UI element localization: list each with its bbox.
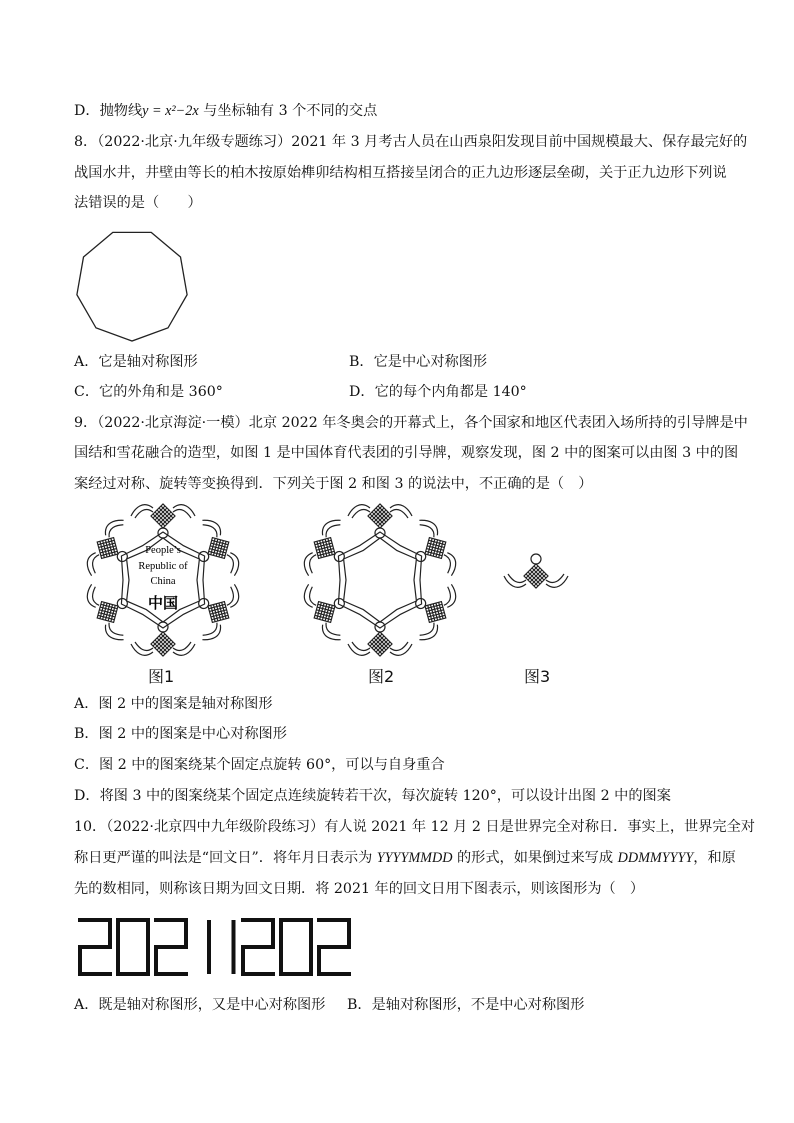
q9-option-c[interactable]: C．图 2 中的图案绕某个固定点旋转 60°，可以与自身重合	[74, 757, 445, 773]
q10-format-yyyymmdd: YYYYMMDD	[376, 850, 453, 866]
q9-line-3: 案经过对称、旋转等变换得到．下列关于图 2 和图 3 的说法中，不正确的是（ ）	[74, 476, 593, 492]
q9-line-2: 国结和雪花融合的造型，如图 1 是中国体育代表团的引导牌，观察发现，图 2 中的图案可以由图 3 中的图	[74, 445, 739, 461]
q8-option-d[interactable]: D．它的每个内角都是 140°	[349, 384, 527, 400]
fig1-text-china: China	[150, 576, 176, 587]
q8-line-3: 法错误的是（ ）	[74, 195, 202, 211]
digital-digits	[80, 920, 349, 974]
q7-option-d: D．抛物线y = x²−2x 与坐标轴有 3 个不同的交点	[74, 103, 378, 119]
q9-option-b[interactable]: B．图 2 中的图案是中心对称图形	[74, 726, 287, 742]
figure-2-pattern	[287, 500, 473, 660]
figure-3-caption: 图3	[524, 667, 551, 686]
q8-line-1: 8．（2022·北京·九年级专题练习）2021 年 3 月考古人员在山西泉阳发现目前中国规模最大、保存最完好的	[74, 134, 748, 150]
q9-option-a[interactable]: A．图 2 中的图案是轴对称图形	[74, 696, 273, 712]
fig3-unit	[504, 554, 568, 588]
nonagon-figure	[72, 225, 192, 345]
q7-formula: y = x²−2x	[142, 103, 199, 119]
digital-date-figure	[76, 914, 406, 984]
q8-option-c[interactable]: C．它的外角和是 360°	[74, 384, 223, 400]
fig2-ring	[298, 504, 462, 656]
q9-line-1: 9．（2022·北京海淀·一模）北京 2022 年冬奥会的开幕式上，各个国家和地区代表团入场所持的引导牌是中	[74, 415, 748, 431]
q9-option-d[interactable]: D．将图 3 中的图案绕某个固定点连续旋转若干次，每次旋转 120°，可以设计出图 2 中的图案	[74, 788, 671, 804]
fig1-text-republic: Republic of	[138, 561, 188, 572]
q10-line-3: 先的数相同，则称该日期为回文日期．将 2021 年的回文日用下图表示，则该图形为（ ）	[74, 881, 645, 897]
q10-format-ddmmyyyy: DDMMYYYY	[617, 850, 694, 866]
figure-2-caption: 图2	[368, 667, 395, 686]
figure-1-caption: 图1	[148, 667, 175, 686]
q8-option-a[interactable]: A．它是轴对称图形	[74, 354, 198, 370]
q10-line-2: 称日更严谨的叫法是“回文日”．将年月日表示为 YYYYMMDD 的形式，如果倒过来写成 DDMMYYYY，和原	[74, 850, 736, 866]
q10-option-b[interactable]: B．是轴对称图形，不是中心对称图形	[347, 997, 585, 1013]
fig1-text-zhongguo: 中国	[147, 594, 179, 612]
q10-option-a[interactable]: A．既是轴对称图形，又是中心对称图形	[74, 997, 326, 1013]
q8-option-b[interactable]: B．它是中心对称图形	[349, 354, 488, 370]
nonagon-shape	[77, 232, 187, 341]
figure-3-unit	[496, 540, 576, 610]
fig1-text-peoples: People’s	[145, 545, 181, 556]
q8-line-2: 战国水井，井壁由等长的柏木按原始榫卯结构相互搭接呈闭合的正九边形逐层垒砌，关于正九边形下列说	[74, 165, 727, 181]
q10-line-1: 10．（2022·北京四中九年级阶段练习）有人说 2021 年 12 月 2 日是世界完全对称日．事实上，世界完全对	[74, 819, 755, 835]
figure-1-sign	[70, 500, 256, 660]
